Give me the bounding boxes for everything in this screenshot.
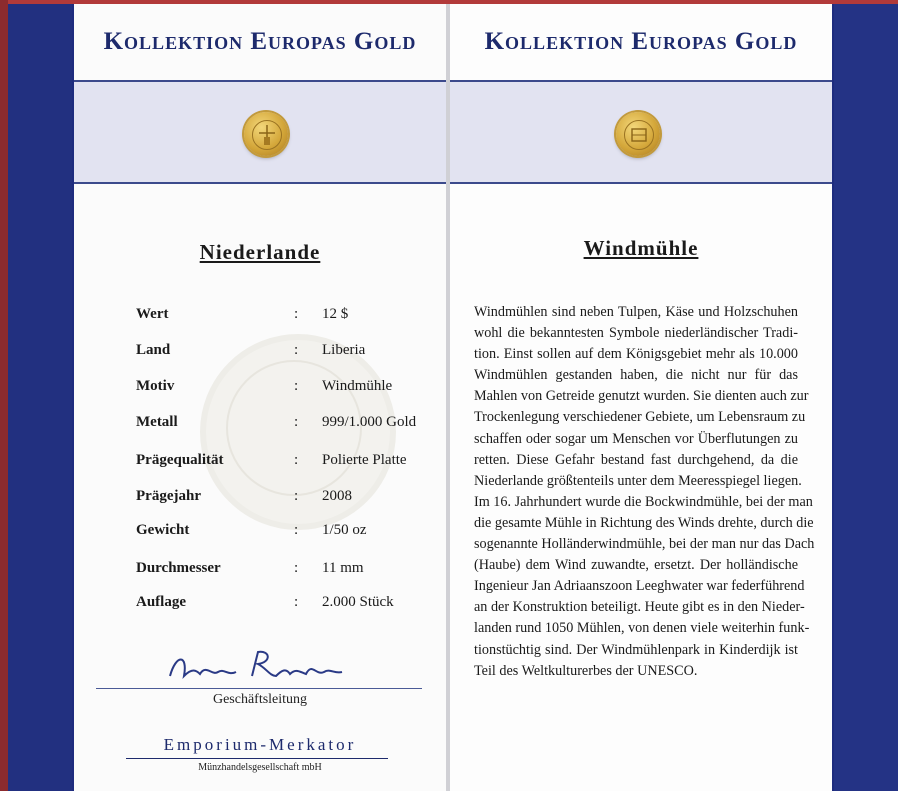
spec-value: 2.000 Stück [322, 594, 394, 610]
coin-band [74, 80, 446, 184]
description-line: wohl die bekanntesten Symbole niederländischer Tradi- [474, 325, 798, 342]
certificate-right-panel [450, 4, 832, 791]
description-line: (Haube) dem Wind zuwandte, ersetzt. Der holländische [474, 557, 798, 574]
description-line: landen rund 1050 Mühlen, von denen viele weiterhin funk- [474, 620, 810, 637]
folder-blue-right [834, 4, 898, 791]
spec-label: Auflage [136, 594, 186, 610]
brand-underline [126, 758, 388, 759]
description-line: tionstüchtig sind. Der Windmühlenpark in Kinderdijk ist [474, 641, 798, 658]
description-line: an der Konstruktion beteiligt. Heute gibt es in den Nieder- [474, 599, 805, 616]
windmill-icon [253, 121, 281, 149]
description-text [474, 302, 815, 682]
spec-value: 999/1.000 Gold [322, 414, 417, 430]
signature-line [96, 688, 422, 689]
description-line: tion. Einst sollen auf dem Königsgebiet mehr als 10.000 [474, 346, 798, 363]
spec-value: 1/50 oz [322, 522, 367, 538]
spec-colon: : [294, 522, 299, 538]
spec-colon: : [294, 594, 299, 610]
spec-row [136, 522, 436, 546]
description-line: sogenannte Holländerwindmühle, bei der man nur das Dach [474, 536, 815, 553]
spec-row [136, 560, 436, 584]
certificate-left-panel [74, 4, 446, 791]
brand-name: Emporium-Merkator [163, 735, 357, 754]
gold-coin-reverse-icon [616, 112, 660, 156]
spec-row [136, 452, 436, 476]
folder-blue-left [8, 4, 72, 791]
spec-value: 11 mm [322, 560, 364, 576]
spec-row [136, 306, 436, 330]
frame-left-edge [0, 0, 8, 791]
country-title: Niederlande [199, 240, 321, 264]
spec-colon: : [294, 378, 299, 394]
spec-value: 2008 [322, 488, 352, 504]
spec-row [136, 342, 436, 366]
spec-row [136, 594, 436, 618]
description-line: Mahlen von Getreide genutzt wurden. Sie dienten auch zur [474, 388, 809, 405]
description-line: Im 16. Jahrhundert wurde die Bockwindmühle, bei der man [474, 493, 813, 510]
spec-label: Gewicht [136, 522, 190, 538]
spec-row [136, 378, 436, 402]
spec-label: Land [136, 342, 171, 358]
spec-colon: : [294, 414, 299, 430]
description-line: Trockenlegung verschiedener Gebiete, um Lebensraum zu [474, 409, 806, 426]
description-line: Windmühlen sind neben Tulpen, Käse und Holzschuhen [474, 304, 798, 320]
spec-colon: : [294, 560, 299, 576]
spec-label: Prägejahr [136, 488, 201, 504]
spec-value: Liberia [322, 342, 366, 358]
spec-label: Metall [136, 414, 178, 430]
spec-value: Polierte Platte [322, 452, 407, 468]
brand-subtitle: Münzhandelsgesellschaft mbH [198, 762, 322, 773]
signature [166, 646, 356, 693]
spec-label: Wert [136, 306, 169, 322]
spec-label: Prägequalität [136, 452, 224, 468]
description-line: die gesamte Mühle in Richtung des Winds drehte, durch die [474, 514, 814, 531]
spec-value: 12 $ [322, 306, 349, 322]
collection-header: Kollektion Europas Gold [103, 28, 417, 55]
coin-band [450, 80, 832, 184]
gold-coin-windmill-icon [244, 112, 288, 156]
spec-label: Durchmesser [136, 560, 221, 576]
description-line: retten. Diese Gefahr bestand fast durchgehend, da die [474, 451, 798, 468]
spec-colon: : [294, 342, 299, 358]
description-line: Ingenieur Jan Adriaanszoon Leeghwater war federführend [474, 578, 805, 595]
description-line: Teil des Weltkulturerbes der UNESCO. [474, 662, 698, 679]
spec-value: Windmühle [322, 378, 393, 394]
spec-colon: : [294, 488, 299, 504]
motif-title: Windmühle [583, 236, 699, 260]
description-line: schaffen oder sogar um Menschen vor Überflutungen zu [474, 430, 798, 447]
spec-label: Motiv [136, 378, 175, 394]
description-line: Niederlande größtenteils unter dem Meeresspiegel liegen. [474, 472, 802, 489]
spec-colon: : [294, 306, 299, 322]
spec-row [136, 414, 436, 438]
signature-scribble [166, 646, 356, 686]
spec-colon: : [294, 452, 299, 468]
description-line: Windmühlen gestanden haben, die nicht nur für das [474, 367, 798, 384]
collection-header: Kollektion Europas Gold [484, 28, 798, 55]
spec-row [136, 488, 436, 512]
signature-caption: Geschäftsleitung [212, 692, 308, 707]
coat-of-arms-icon [625, 121, 653, 149]
